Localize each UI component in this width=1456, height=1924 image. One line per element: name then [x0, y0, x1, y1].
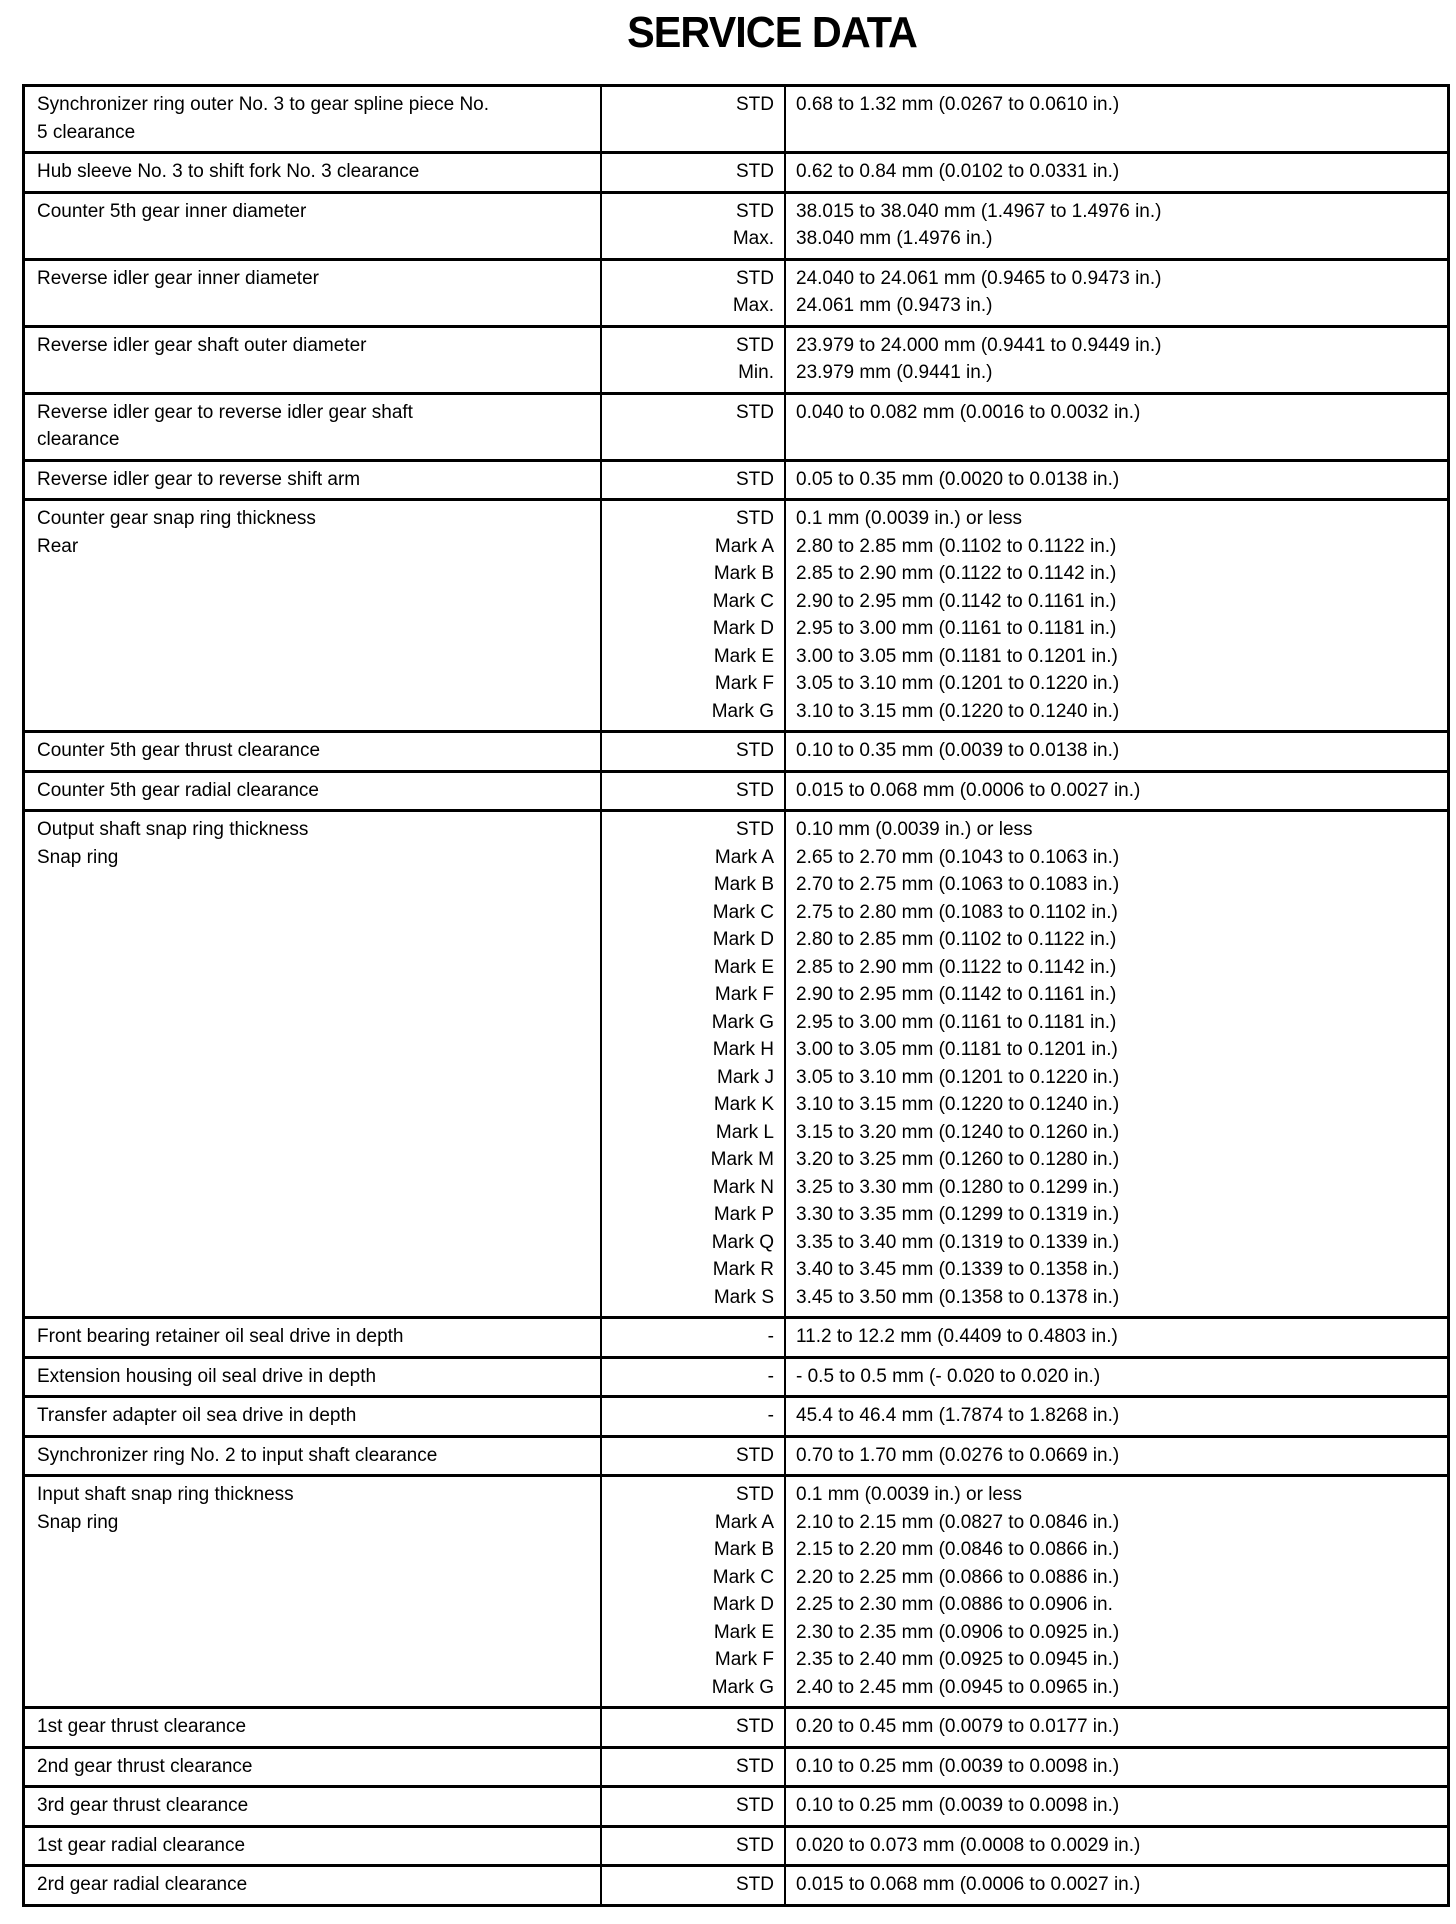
table-row	[24, 1357, 1449, 1397]
table-row	[24, 1476, 1449, 1708]
spec-value: 3.20 to 3.25 mm (0.1260 to 0.1280 in.)	[796, 1149, 1120, 1170]
spec-value: 0.015 to 0.068 mm (0.0006 to 0.0027 in.)	[796, 779, 1141, 801]
spec-value: 0.10 mm (0.0039 in.) or less	[796, 819, 1033, 840]
spec-value: 11.2 to 12.2 mm (0.4409 to 0.4803 in.)	[796, 1326, 1118, 1347]
item-cell	[24, 811, 602, 1318]
spec-value: 0.1 mm (0.0039 in.) or less	[796, 508, 1022, 529]
spec-key: STD	[736, 1716, 774, 1737]
spec-value: 0.10 to 0.25 mm (0.0039 to 0.0098 in.)	[796, 1755, 1120, 1777]
spec-key: STD	[736, 779, 774, 801]
spec-value: 38.040 mm (1.4976 in.)	[796, 228, 993, 249]
spec-value: 2.30 to 2.35 mm (0.0906 to 0.0925 in.)	[796, 1621, 1120, 1643]
spec-value: 3.45 to 3.50 mm (0.1358 to 0.1378 in.)	[796, 1286, 1120, 1308]
table-row	[24, 811, 1449, 1318]
spec-value: 2.20 to 2.25 mm (0.0866 to 0.0886 in.)	[796, 1566, 1120, 1588]
spec-value-cell	[785, 1747, 1449, 1787]
spec-key: STD	[736, 200, 774, 222]
spec-value-cell	[785, 811, 1449, 1318]
spec-key: Mark R	[712, 1259, 774, 1280]
spec-value: 2.15 to 2.20 mm (0.0846 to 0.0866 in.)	[796, 1539, 1120, 1560]
spec-key: STD	[736, 1834, 774, 1856]
spec-type-cell	[601, 732, 785, 772]
spec-key: STD	[736, 740, 774, 761]
spec-value: 0.05 to 0.35 mm (0.0020 to 0.0138 in.)	[796, 468, 1120, 490]
spec-value: 0.10 to 0.25 mm (0.0039 to 0.0098 in.)	[796, 1795, 1120, 1816]
item-cell	[24, 1357, 602, 1397]
item-cell	[24, 393, 602, 460]
table-row	[24, 192, 1449, 259]
item-cell	[24, 259, 602, 326]
spec-key: Mark N	[712, 1176, 774, 1198]
table-row	[24, 1866, 1449, 1906]
spec-value: 3.15 to 3.20 mm (0.1240 to 0.1260 in.)	[796, 1121, 1120, 1143]
spec-type-cell	[601, 153, 785, 193]
spec-value-cell	[785, 1826, 1449, 1866]
item-label: Output shaft snap ring thickness	[37, 819, 309, 840]
item-cell	[24, 86, 602, 153]
table-row	[24, 1787, 1449, 1827]
spec-value: 2.80 to 2.85 mm (0.1102 to 0.1122 in.)	[796, 535, 1117, 557]
page-title: SERVICE DATA	[627, 8, 917, 57]
spec-key: Mark P	[713, 1204, 774, 1225]
spec-value: 2.80 to 2.85 mm (0.1102 to 0.1122 in.)	[796, 929, 1117, 950]
spec-value: 2.65 to 2.70 mm (0.1043 to 0.1063 in.)	[796, 846, 1120, 868]
spec-value: 3.00 to 3.05 mm (0.1181 to 0.1201 in.)	[796, 1039, 1118, 1060]
spec-key: Mark F	[714, 1649, 774, 1670]
item-label: Snap ring	[37, 1511, 119, 1533]
spec-value: 0.62 to 0.84 mm (0.0102 to 0.0331 in.)	[796, 161, 1120, 182]
spec-value: 3.30 to 3.35 mm (0.1299 to 0.1319 in.)	[796, 1204, 1120, 1225]
table-row	[24, 259, 1449, 326]
item-label: Snap ring	[37, 846, 119, 868]
spec-key: STD	[736, 267, 774, 289]
spec-value: 0.020 to 0.073 mm (0.0008 to 0.0029 in.)	[796, 1834, 1141, 1856]
table-row	[24, 86, 1449, 153]
spec-value: 0.10 to 0.35 mm (0.0039 to 0.0138 in.)	[796, 740, 1120, 761]
spec-value: 2.90 to 2.95 mm (0.1142 to 0.1161 in.)	[796, 984, 1117, 1005]
spec-value-cell	[785, 326, 1449, 393]
spec-key: STD	[736, 401, 774, 423]
item-cell	[24, 460, 602, 500]
spec-key: Min.	[738, 362, 774, 383]
item-label: Transfer adapter oil sea drive in depth	[37, 1405, 357, 1426]
spec-type-cell	[601, 86, 785, 153]
spec-value-cell	[785, 1357, 1449, 1397]
table-row	[24, 460, 1449, 500]
spec-key: STD	[736, 1484, 774, 1505]
item-label: Reverse idler gear shaft outer diameter	[37, 334, 367, 356]
spec-value: 2.95 to 3.00 mm (0.1161 to 0.1181 in.)	[796, 1011, 1117, 1033]
spec-value: 23.979 to 24.000 mm (0.9441 to 0.9449 in.)	[796, 334, 1162, 356]
spec-key: Mark A	[714, 1511, 774, 1533]
spec-key: Mark C	[712, 1566, 774, 1588]
item-label: Counter 5th gear radial clearance	[37, 779, 320, 801]
spec-key: Mark D	[712, 618, 774, 639]
spec-value: 2.90 to 2.95 mm (0.1142 to 0.1161 in.)	[796, 590, 1117, 612]
spec-key: STD	[736, 1444, 774, 1466]
item-cell	[24, 500, 602, 732]
spec-type-cell	[601, 1357, 785, 1397]
spec-type-cell	[601, 1436, 785, 1476]
spec-key: -	[767, 1365, 774, 1387]
spec-type-cell	[601, 393, 785, 460]
spec-key: Mark M	[710, 1149, 774, 1170]
spec-value-cell	[785, 1476, 1449, 1708]
spec-key: STD	[736, 1755, 774, 1777]
spec-key: Mark B	[713, 563, 774, 584]
item-label: 3rd gear thrust clearance	[37, 1795, 249, 1816]
item-cell	[24, 1397, 602, 1437]
item-label: Input shaft snap ring thickness	[37, 1484, 294, 1505]
item-label: 5 clearance	[37, 121, 136, 143]
spec-key: Mark C	[712, 901, 774, 923]
item-label: Synchronizer ring outer No. 3 to gear spline piece No.	[37, 94, 490, 115]
spec-type-cell	[601, 1747, 785, 1787]
item-label: Reverse idler gear to reverse shift arm	[37, 468, 361, 490]
spec-value: 2.70 to 2.75 mm (0.1063 to 0.1083 in.)	[796, 874, 1120, 895]
item-cell	[24, 1787, 602, 1827]
spec-value-cell	[785, 393, 1449, 460]
item-cell	[24, 326, 602, 393]
spec-key: Mark A	[714, 846, 774, 868]
item-cell	[24, 732, 602, 772]
spec-value: 0.20 to 0.45 mm (0.0079 to 0.0177 in.)	[796, 1716, 1120, 1737]
spec-value-cell	[785, 1866, 1449, 1906]
table-row	[24, 326, 1449, 393]
spec-value: 0.68 to 1.32 mm (0.0267 to 0.0610 in.)	[796, 94, 1120, 115]
spec-value: 0.015 to 0.068 mm (0.0006 to 0.0027 in.)	[796, 1874, 1141, 1895]
spec-value: 3.05 to 3.10 mm (0.1201 to 0.1220 in.)	[796, 1066, 1120, 1088]
spec-key: Mark C	[712, 590, 774, 612]
spec-value-cell	[785, 732, 1449, 772]
item-cell	[24, 771, 602, 811]
spec-value: 3.25 to 3.30 mm (0.1280 to 0.1299 in.)	[796, 1176, 1120, 1198]
spec-value: 0.040 to 0.082 mm (0.0016 to 0.0032 in.)	[796, 401, 1141, 423]
item-label: Reverse idler gear to reverse idler gear shaft	[37, 401, 413, 423]
item-label: Hub sleeve No. 3 to shift fork No. 3 clearance	[37, 161, 420, 182]
table-row	[24, 1708, 1449, 1748]
spec-key: STD	[736, 161, 774, 182]
spec-value: - 0.5 to 0.5 mm (- 0.020 to 0.020 in.)	[796, 1365, 1101, 1387]
spec-value: 2.95 to 3.00 mm (0.1161 to 0.1181 in.)	[796, 618, 1117, 639]
table-row	[24, 153, 1449, 193]
spec-value: 3.10 to 3.15 mm (0.1220 to 0.1240 in.)	[796, 700, 1120, 722]
spec-key: Mark L	[715, 1121, 774, 1143]
spec-key: Mark G	[711, 1011, 774, 1033]
item-label: Counter gear snap ring thickness	[37, 508, 316, 529]
spec-value: 2.75 to 2.80 mm (0.1083 to 0.1102 in.)	[796, 901, 1118, 923]
spec-type-cell	[601, 192, 785, 259]
spec-value-cell	[785, 460, 1449, 500]
spec-key: STD	[736, 1795, 774, 1816]
item-label: Rear	[37, 535, 79, 557]
spec-key: Mark B	[713, 874, 774, 895]
spec-type-cell	[601, 460, 785, 500]
item-label: Counter 5th gear thrust clearance	[37, 740, 321, 761]
spec-type-cell	[601, 326, 785, 393]
spec-value-cell	[785, 86, 1449, 153]
spec-type-cell	[601, 259, 785, 326]
table-row	[24, 1397, 1449, 1437]
spec-value: 2.85 to 2.90 mm (0.1122 to 0.1142 in.)	[796, 956, 1117, 978]
spec-type-cell	[601, 1826, 785, 1866]
table-row	[24, 393, 1449, 460]
spec-key: Mark J	[717, 1066, 774, 1088]
spec-type-cell	[601, 1866, 785, 1906]
service-data-table	[22, 84, 1450, 1907]
spec-key: Mark D	[712, 929, 774, 950]
item-label: Counter 5th gear inner diameter	[37, 200, 307, 222]
spec-key: STD	[736, 334, 774, 356]
item-cell	[24, 1318, 602, 1358]
item-cell	[24, 1747, 602, 1787]
spec-type-cell	[601, 1318, 785, 1358]
spec-key: -	[767, 1326, 774, 1347]
item-cell	[24, 1866, 602, 1906]
spec-key: Mark H	[712, 1039, 774, 1060]
spec-value: 2.25 to 2.30 mm (0.0886 to 0.0906 in.	[796, 1594, 1113, 1615]
spec-key: STD	[736, 468, 774, 490]
item-label: 2nd gear thrust clearance	[37, 1755, 253, 1777]
spec-key: -	[767, 1405, 774, 1426]
item-label: Synchronizer ring No. 2 to input shaft clearance	[37, 1444, 438, 1466]
spec-type-cell	[601, 1397, 785, 1437]
table-row	[24, 1747, 1449, 1787]
table-row	[24, 1826, 1449, 1866]
spec-value: 2.35 to 2.40 mm (0.0925 to 0.0945 in.)	[796, 1649, 1120, 1670]
spec-key: STD	[736, 819, 774, 840]
spec-key: Mark K	[713, 1094, 774, 1115]
spec-key: Mark F	[714, 984, 774, 1005]
spec-value-cell	[785, 500, 1449, 732]
item-label: Extension housing oil seal drive in depth	[37, 1365, 377, 1387]
item-cell	[24, 1826, 602, 1866]
spec-value: 3.00 to 3.05 mm (0.1181 to 0.1201 in.)	[796, 645, 1118, 667]
spec-value: 0.1 mm (0.0039 in.) or less	[796, 1484, 1022, 1505]
table-row	[24, 1436, 1449, 1476]
spec-value-cell	[785, 153, 1449, 193]
spec-type-cell	[601, 1708, 785, 1748]
spec-value: 0.70 to 1.70 mm (0.0276 to 0.0669 in.)	[796, 1444, 1120, 1466]
spec-type-cell	[601, 1787, 785, 1827]
spec-value: 2.40 to 2.45 mm (0.0945 to 0.0965 in.)	[796, 1676, 1120, 1698]
item-label: 1st gear thrust clearance	[37, 1716, 247, 1737]
spec-value-cell	[785, 771, 1449, 811]
spec-value: 23.979 mm (0.9441 in.)	[796, 362, 993, 383]
spec-key: Max.	[732, 295, 774, 316]
spec-value-cell	[785, 259, 1449, 326]
spec-value-cell	[785, 1708, 1449, 1748]
spec-value: 3.10 to 3.15 mm (0.1220 to 0.1240 in.)	[796, 1094, 1120, 1115]
spec-key: Mark E	[713, 1621, 774, 1643]
table-row	[24, 500, 1449, 732]
spec-key: Mark A	[714, 535, 774, 557]
spec-type-cell	[601, 1476, 785, 1708]
spec-key: Max.	[732, 228, 774, 249]
item-cell	[24, 1708, 602, 1748]
spec-value: 38.015 to 38.040 mm (1.4967 to 1.4976 in.)	[796, 200, 1162, 222]
spec-value-cell	[785, 1318, 1449, 1358]
spec-key: Mark D	[712, 1594, 774, 1615]
spec-value: 24.040 to 24.061 mm (0.9465 to 0.9473 in.)	[796, 267, 1162, 289]
table-row	[24, 732, 1449, 772]
spec-key: STD	[736, 1874, 774, 1895]
spec-value-cell	[785, 1436, 1449, 1476]
spec-value-cell	[785, 1787, 1449, 1827]
spec-type-cell	[601, 771, 785, 811]
item-cell	[24, 1476, 602, 1708]
spec-key: Mark Q	[711, 1231, 774, 1253]
spec-value: 2.10 to 2.15 mm (0.0827 to 0.0846 in.)	[796, 1511, 1120, 1533]
spec-key: STD	[736, 94, 774, 115]
spec-key: STD	[736, 508, 774, 529]
spec-type-cell	[601, 811, 785, 1318]
item-cell	[24, 192, 602, 259]
spec-key: Mark F	[714, 673, 774, 694]
spec-value-cell	[785, 1397, 1449, 1437]
spec-key: Mark S	[713, 1286, 774, 1308]
item-cell	[24, 1436, 602, 1476]
spec-type-cell	[601, 500, 785, 732]
spec-value: 45.4 to 46.4 mm (1.7874 to 1.8268 in.)	[796, 1405, 1120, 1426]
spec-key: Mark E	[713, 645, 774, 667]
table-row	[24, 1318, 1449, 1358]
spec-value: 24.061 mm (0.9473 in.)	[796, 295, 993, 316]
item-label: 2rd gear radial clearance	[37, 1874, 248, 1895]
spec-key: Mark B	[713, 1539, 774, 1560]
spec-value: 3.40 to 3.45 mm (0.1339 to 0.1358 in.)	[796, 1259, 1120, 1280]
item-label: Reverse idler gear inner diameter	[37, 267, 319, 289]
item-label: Front bearing retainer oil seal drive in depth	[37, 1326, 404, 1347]
item-label: clearance	[37, 429, 120, 450]
spec-value: 3.05 to 3.10 mm (0.1201 to 0.1220 in.)	[796, 673, 1120, 694]
spec-key: Mark G	[711, 1676, 774, 1698]
item-label: 1st gear radial clearance	[37, 1834, 246, 1856]
spec-value-cell	[785, 192, 1449, 259]
spec-value: 2.85 to 2.90 mm (0.1122 to 0.1142 in.)	[796, 563, 1117, 584]
item-cell	[24, 153, 602, 193]
table-row	[24, 771, 1449, 811]
spec-key: Mark G	[711, 700, 774, 722]
spec-key: Mark E	[713, 956, 774, 978]
spec-value: 3.35 to 3.40 mm (0.1319 to 0.1339 in.)	[796, 1231, 1120, 1253]
